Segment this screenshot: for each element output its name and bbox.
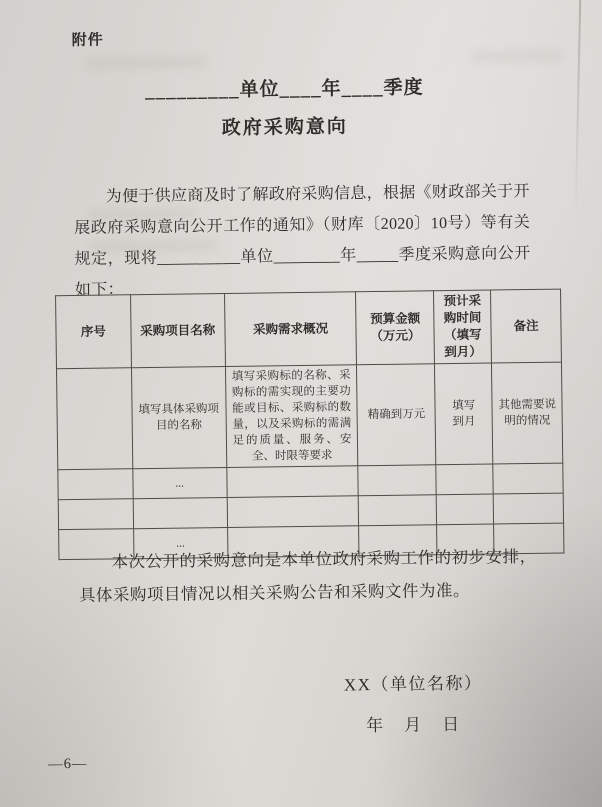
table-cell: ... xyxy=(133,527,227,558)
column-header: 备注 xyxy=(491,289,562,363)
page-number: —6— xyxy=(48,755,88,773)
procurement-table xyxy=(55,289,564,561)
table-cell xyxy=(358,465,436,496)
table-cell xyxy=(58,499,133,530)
table-cell: ... xyxy=(133,467,227,498)
table-cell: 精确到万元 xyxy=(357,364,436,466)
column-header: 采购项目名称 xyxy=(130,293,225,367)
table-header-row xyxy=(56,289,562,369)
column-header: 预计采 购时间 （填写 到月） xyxy=(434,290,492,364)
table-cell xyxy=(58,469,133,500)
table-cell: 填写具体采购项 目的名称 xyxy=(131,366,226,468)
signature-org-line: XX（单位名称） xyxy=(343,673,483,695)
table-cell xyxy=(133,497,227,528)
closing-paragraph: 本次公开的采购意向是本单位政府采购工作的初步安排，具体采购项目情况以相关采购公告和采购文件为准。 xyxy=(78,546,537,605)
table-cell: 其他需要说 明的情况 xyxy=(492,362,563,464)
signature-date-line: 年 月 日 xyxy=(366,714,462,736)
table-cell xyxy=(493,463,563,494)
table-cell xyxy=(227,496,359,528)
table-cell xyxy=(56,368,132,470)
column-header: 预算金额 （万元） xyxy=(356,291,435,365)
table-cell: 填写采购标的名称、采购标的需实现的主要功能或目标、采购标的数量，以及采购标的需满足的质量、服务、安全、时限等要求 xyxy=(225,365,358,468)
document-title-line2: 政府采购意向 xyxy=(221,116,348,140)
table-row xyxy=(56,362,562,470)
document-title xyxy=(0,70,574,143)
document-title-line1: _________单位____年____季度 xyxy=(144,77,424,103)
table-cell xyxy=(226,466,358,498)
table-cell xyxy=(436,464,493,495)
attachment-label: 附件 xyxy=(71,31,104,49)
signature-block xyxy=(303,668,524,737)
column-header: 序号 xyxy=(56,295,132,369)
intro-paragraph: 为便于供应商及时了解政府采购信息，根据《财政部关于开展政府采购意向公开工作的通知》（财库〔2020〕10号）等有关规定，现将__________单位________年_____季度采购意向公开如下： xyxy=(74,182,531,299)
table-cell xyxy=(436,494,493,525)
table-cell xyxy=(359,495,437,526)
table-cell: 填写 到月 xyxy=(435,363,493,465)
table-cell xyxy=(493,493,563,524)
column-header: 采购需求概况 xyxy=(224,292,357,367)
